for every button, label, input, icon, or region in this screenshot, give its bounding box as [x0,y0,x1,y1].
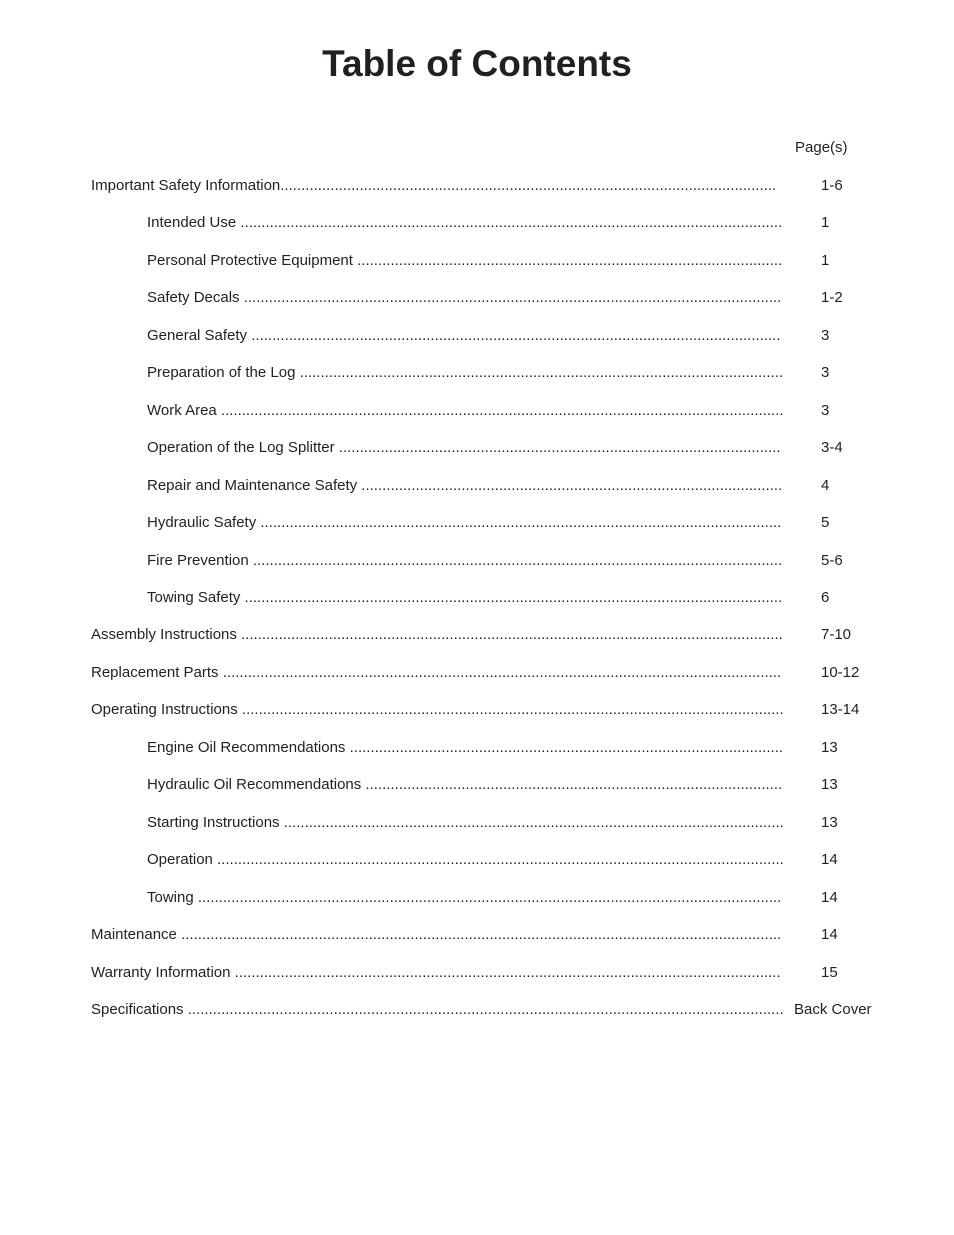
toc-leader-dots: .......................................................................................................... [334,439,781,457]
toc-entry [91,925,781,945]
toc-page-number: 14 [821,888,838,906]
toc-entry [91,700,784,720]
toc-row [0,213,954,233]
toc-leader-dots: .................................................................................................... [361,776,783,794]
toc-leader-dots: ........................................................................................................................ [279,813,784,831]
toc-entry-label: Assembly Instructions [91,626,237,644]
toc-entry-label: Safety Decals [147,289,240,307]
toc-row [0,551,954,571]
toc-row [0,925,954,945]
pages-column-header: Page(s) [795,139,848,156]
toc-row [0,588,954,608]
toc-page-number: 3 [821,364,830,382]
toc-page-number: 14 [821,926,838,943]
toc-page-number: 5 [821,514,830,531]
toc-entry-label: Hydraulic Safety [147,514,257,531]
toc-entry [147,476,782,496]
toc-page-number: 15 [821,963,838,981]
toc-entry [147,551,782,571]
toc-page-number: 1-6 [821,177,843,194]
toc-entry-label: Operation [147,851,213,869]
toc-entry [147,888,781,908]
toc-entry [147,513,781,533]
toc-leader-dots: .................................................................................................................................. [237,701,784,719]
toc-page-number: 1-2 [821,289,843,307]
toc-page-number: 5-6 [821,551,843,569]
toc-leader-dots: .................................................................................................................................. [236,214,783,232]
toc-leader-dots: ........................................................................................................ [345,738,784,756]
toc-leader-dots: ............................................................................................................................................ [193,888,782,906]
toc-entry-label: General Safety [147,326,248,344]
toc-entry-label: Preparation of the Log [147,364,296,382]
toc-row [0,363,954,383]
toc-page-number: 3-4 [821,439,843,457]
toc-row [0,775,954,795]
toc-leader-dots: ............................................................................................................................... [247,326,781,344]
toc-entry-label: Work Area [147,401,217,419]
toc-entry [91,1000,784,1020]
toc-leader-dots: ..................................................................................................... [357,476,783,494]
toc-page-number: 4 [821,476,830,494]
toc-entry [147,326,781,346]
toc-entry-label: Repair and Maintenance Safety [147,476,358,494]
toc-leader-dots: ...................................................................................................................................... [218,663,782,681]
toc-row [0,476,954,496]
toc-page-number: 13 [821,738,838,756]
toc-leader-dots: ................................................................................................................................. [239,289,782,307]
toc-leader-dots: .................................................................................................................................. [236,626,783,644]
toc-entry [91,176,776,196]
toc-leader-dots: ........................................................................................................................................ [212,851,784,869]
toc-page-number: 14 [821,851,838,869]
toc-entry [147,363,783,383]
toc-leader-dots: ................................................................................................................................... [230,963,781,981]
toc-leader-dots: ....................................................................................................................... [280,177,777,194]
toc-entry [91,663,781,683]
toc-page-number: Back Cover [794,1000,872,1018]
toc-entry-label: Operating Instructions [91,701,238,719]
toc-leader-dots: ............................................................................................................................................... [183,1000,784,1018]
toc-entry-label: Maintenance [91,926,177,943]
toc-page-number: 7-10 [821,626,852,644]
toc-entry-label: Starting Instructions [147,813,280,831]
toc-page-number: 13 [821,813,838,831]
toc-row [0,625,954,645]
toc-row [0,738,954,758]
toc-entry [147,251,782,271]
toc-entry [147,813,784,833]
toc-entry [147,775,782,795]
toc-entry [147,588,782,608]
toc-entry-label: Towing Safety [147,589,241,606]
toc-entry [147,850,784,870]
toc-row [0,438,954,458]
toc-leader-dots: ...................................................................................................... [352,251,783,269]
toc-row [0,1000,954,1020]
toc-entry [147,738,783,758]
toc-row [0,813,954,833]
toc-page-number: 6 [821,589,830,606]
toc-row [0,401,954,421]
toc-entry-label: Personal Protective Equipment [147,251,353,269]
toc-leader-dots: .................................................................................................................... [295,364,784,382]
toc-row [0,288,954,308]
toc-entry-label: Fire Prevention [147,551,249,569]
toc-entry [91,963,781,983]
toc-page-number: 3 [821,401,830,419]
toc-row [0,888,954,908]
toc-entry-label: Hydraulic Oil Recommendations [147,776,362,794]
toc-row [0,850,954,870]
toc-leader-dots: ................................................................................................................................. [240,589,783,606]
toc-row [0,700,954,720]
toc-row [0,963,954,983]
toc-row [0,663,954,683]
toc-entry [147,401,784,421]
toc-entry-label: Important Safety Information [91,177,281,194]
toc-page-number: 13-14 [821,701,860,719]
toc-row [0,513,954,533]
toc-entry-label: Towing [147,888,194,906]
toc-entry-label: Operation of the Log Splitter [147,439,335,457]
page-title: Table of Contents [322,43,632,84]
toc-entry-label: Engine Oil Recommendations [147,738,346,756]
toc-row [0,176,954,196]
toc-leader-dots: ............................................................................................................................... [248,551,783,569]
toc-page-number: 1 [821,214,830,232]
toc-entry-label: Replacement Parts [91,663,219,681]
toc-row [0,251,954,271]
toc-leader-dots: ....................................................................................................................................... [216,401,784,419]
toc-page-number: 3 [821,326,830,344]
toc-page-number: 10-12 [821,663,860,681]
toc-entry-label: Intended Use [147,214,237,232]
toc-leader-dots: ............................................................................................................................. [256,514,782,531]
toc-row [0,326,954,346]
toc-entry [147,438,781,458]
toc-page-number: 13 [821,776,838,794]
toc-entry [147,288,781,308]
toc-leader-dots: ................................................................................................................................................ [176,926,782,943]
toc-entry-label: Warranty Information [91,963,231,981]
toc-entry [147,213,782,233]
toc-entry-label: Specifications [91,1000,184,1018]
toc-page-number: 1 [821,251,830,269]
toc-entry [91,625,783,645]
